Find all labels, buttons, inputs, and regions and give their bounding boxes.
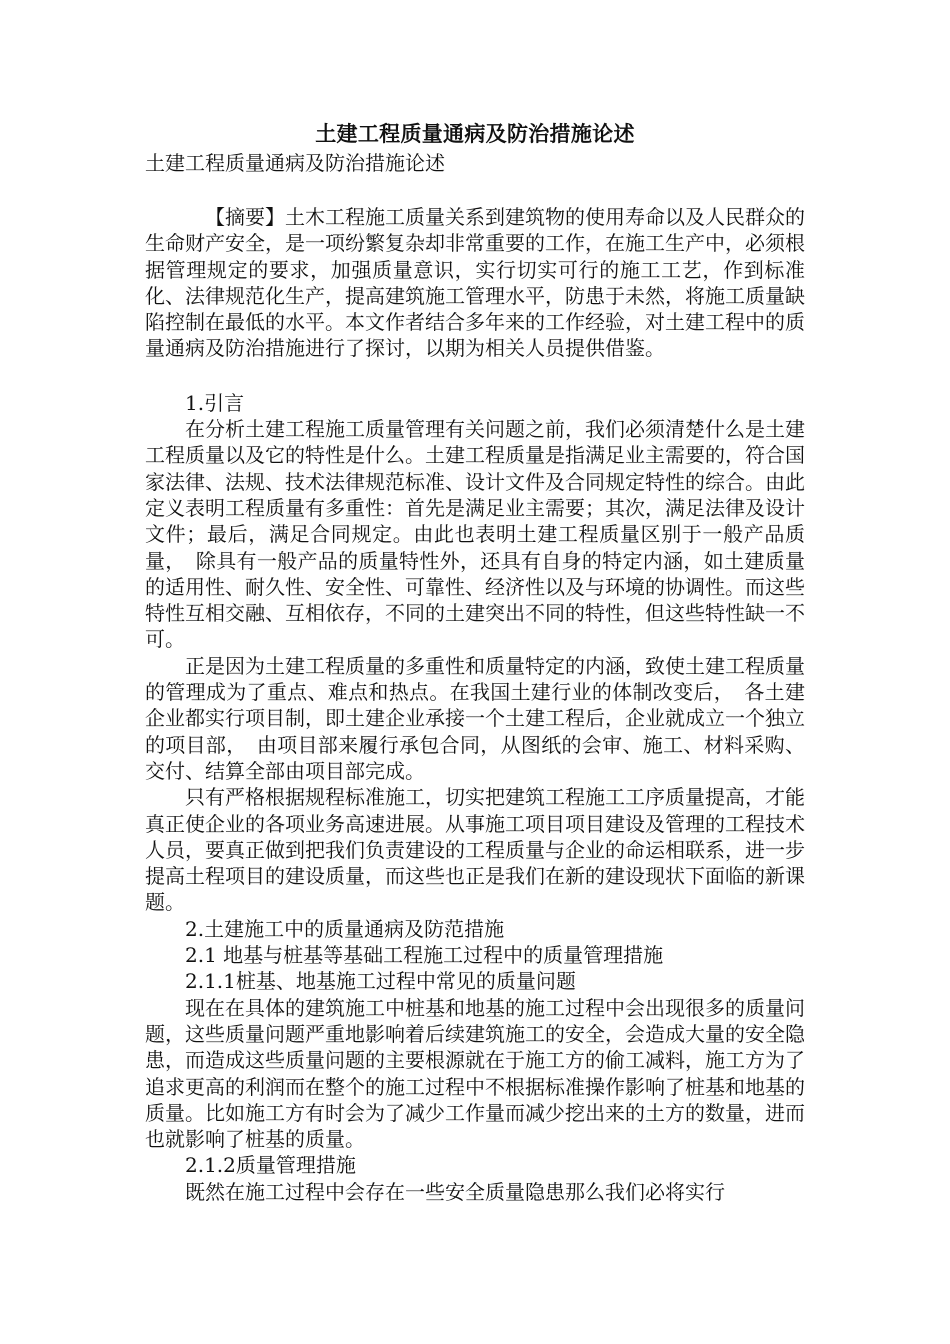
heading-section-2: 2.土建施工中的质量通病及防范措施	[185, 916, 505, 941]
body-paragraph: 在分析土建工程施工质量管理有关问题之前，我们必须清楚什么是土建工程质量以及它的特性是什么。土建工程质量是指满足业主需要的，符合国家法律、法规、技术法律规范标准、设计文件及合同规定特性的综合。由此定义表明工程质量有多重性：首先是满足业主需要；其次，满足法律及设计文件；最后，满足合同规定。由此也表明土建工程质量区别于一般产品质量， 除具有一般产品的质量特性外，还具有自身的特定内涵，如土建质量的适用性、耐久性、安全性、可靠性、经济性以及与环境的协调性。而这些特性互相交融、互相依存，不同的土建突出不同的特性，但这些特性缺一不可。	[145, 417, 805, 652]
document-title: 土建工程质量通病及防治措施论述	[315, 121, 635, 146]
document-subtitle: 土建工程质量通病及防治措施论述	[145, 151, 445, 175]
body-paragraph: 正是因为土建工程质量的多重性和质量特定的内涵，致使土建工程质量的管理成为了重点、难点和热点。在我国土建行业的体制改变后， 各土建企业都实行项目制，即土建企业承接一个土建工程后，企业就成立一个独立的项目部， 由项目部来履行承包合同，从图纸的会审、施工、材料采购、交付、结算全部由项目部完成。	[145, 653, 805, 783]
heading-section-2-1-2: 2.1.2质量管理措施	[185, 1153, 356, 1178]
heading-section-2-1: 2.1 地基与桩基等基础工程施工过程中的质量管理措施	[185, 943, 664, 968]
body-paragraph: 只有严格根据规程标准施工，切实把建筑工程施工工序质量提高，才能真正使企业的各项业务高速进展。从事施工项目项目建设及管理的工程技术人员，要真正做到把我们负责建设的工程质量与企业的命运相联系，进一步提高土程项目的建设质量，而这些也正是我们在新的建设现状下面临的新课题。	[145, 785, 805, 915]
body-paragraph: 既然在施工过程中会存在一些安全质量隐患那么我们必将实行	[185, 1179, 725, 1204]
body-paragraph: 现在在具体的建筑施工中桩基和地基的施工过程中会出现很多的质量问题，这些质量问题严重地影响着后续建筑施工的安全，会造成大量的安全隐患，而造成这些质量问题的主要根源就在于施工方的偷工减料，施工方为了追求更高的利润而在整个的施工过程中不根据标准操作影响了桩基和地基的质量。比如施工方有时会为了减少工作量而减少挖出来的土方的数量，进而也就影响了桩基的质量。	[145, 995, 805, 1152]
heading-introduction: 1.引言	[185, 390, 245, 415]
document-body	[145, 118, 805, 1205]
heading-section-2-1-1: 2.1.1桩基、地基施工过程中常见的质量问题	[185, 969, 576, 994]
section-spacer	[145, 362, 805, 390]
abstract-paragraph: 【摘要】土木工程施工质量关系到建筑物的使用寿命以及人民群众的生命财产安全，是一项纷繁复杂却非常重要的工作，在施工生产中，必须根据管理规定的要求，加强质量意识，实行切实可行的施工工艺，作到标准化、法律规范化生产，提高建筑施工管理水平，防患于未然，将施工质量缺陷控制在最低的水平。本文作者结合多年来的工作经验，对土建工程中的质量通病及防治措施进行了探讨，以期为相关人员提供借鉴。	[145, 205, 805, 361]
